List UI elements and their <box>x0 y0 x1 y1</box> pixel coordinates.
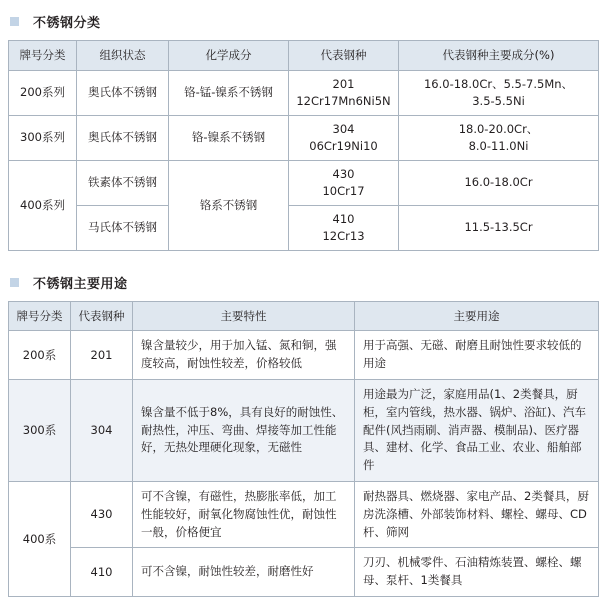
steel-code-line-2: 10Cr17 <box>322 183 365 198</box>
cell-representative-steel <box>289 70 399 115</box>
column-header-composition: 化学成分 <box>169 41 289 71</box>
steel-code-line-1: 410 <box>332 212 355 226</box>
cell-representative-steel: 304 <box>71 379 133 481</box>
cell-representative-steel: 201 <box>71 331 133 380</box>
cell-usage: 用途最为广泛，家庭用品(1、2类餐具，厨柜，室内管线，热水器、锅炉、浴缸)、汽车配件(风挡雨刷、消声器、模制品)、医疗器具、建材、化学、食品工业、农业、船舶部件 <box>355 379 599 481</box>
table-row <box>9 160 599 205</box>
components-line-1: 18.0-20.0Cr、 <box>458 122 539 136</box>
cell-representative-steel <box>289 160 399 205</box>
cell-representative-steel <box>289 205 399 250</box>
steel-code-line-2: 12Cr13 <box>322 228 365 243</box>
steel-code-line-1: 430 <box>332 167 355 181</box>
cell-representative-steel: 430 <box>71 482 133 548</box>
column-header-grade: 牌号分类 <box>9 301 71 331</box>
table-header <box>9 41 599 71</box>
cell-usage: 刀刃、机械零件、石油精炼装置、螺栓、螺母、泵杆、1类餐具 <box>355 548 599 597</box>
table-row <box>9 115 599 160</box>
cell-representative-steel <box>289 115 399 160</box>
cell-main-components: 16.0-18.0Cr <box>399 160 599 205</box>
table-row <box>9 331 599 380</box>
column-header-main-components: 代表钢种主要成分(%) <box>399 41 599 71</box>
section-title-text: 不锈钢主要用途 <box>33 276 128 292</box>
cell-structure: 铁素体不锈钢 <box>77 160 169 205</box>
cell-representative-steel: 410 <box>71 548 133 597</box>
cell-grade: 400系 <box>9 482 71 597</box>
table-header-row <box>9 41 599 71</box>
cell-grade: 400系列 <box>9 160 77 250</box>
table-row <box>9 205 599 250</box>
cell-main-components <box>399 115 599 160</box>
components-line-2: 8.0-11.0Ni <box>468 138 529 153</box>
stainless-steel-classification-table <box>8 40 599 251</box>
column-header-representative-steel: 代表钢种 <box>289 41 399 71</box>
document-page <box>0 12 606 586</box>
table-header-row <box>9 301 599 331</box>
table-body <box>9 70 599 250</box>
square-marker-icon <box>10 17 19 26</box>
square-marker-icon <box>10 278 19 287</box>
section-title-text: 不锈钢分类 <box>33 16 101 31</box>
cell-structure: 奥氏体不锈钢 <box>77 115 169 160</box>
cell-grade: 300系 <box>9 379 71 481</box>
components-line-2: 3.5-5.5Ni <box>472 93 525 108</box>
steel-code-line-1: 201 <box>332 77 355 91</box>
steel-code-line-2: 12Cr17Mn6Ni5N <box>296 93 391 108</box>
table-row <box>9 482 599 548</box>
cell-grade: 200系列 <box>9 70 77 115</box>
cell-features: 可不含镍，有磁性，热膨胀率低，加工性能较好，耐氧化物腐蚀性优，耐蚀性一般，价格便宜 <box>133 482 355 548</box>
steel-code-line-1: 304 <box>332 122 355 136</box>
cell-grade: 300系列 <box>9 115 77 160</box>
steel-code-line-2: 06Cr19Ni10 <box>309 138 378 153</box>
cell-features: 镍含量不低于8%，具有良好的耐蚀性、耐热性，冲压、弯曲、焊接等加工性能好，无热处理硬化现象，无磁性 <box>133 379 355 481</box>
column-header-usage: 主要用途 <box>355 301 599 331</box>
cell-structure: 奥氏体不锈钢 <box>77 70 169 115</box>
cell-features: 镍含量较少，用于加入锰、氮和铜，强度较高，耐蚀性较差，价格较低 <box>133 331 355 380</box>
table-header <box>9 301 599 331</box>
section-title-usage <box>10 273 598 292</box>
column-header-features: 主要特性 <box>133 301 355 331</box>
components-line-1: 16.0-18.0Cr、5.5-7.5Mn、 <box>423 77 574 91</box>
stainless-steel-usage-table <box>8 301 599 597</box>
cell-features: 可不含镍，耐蚀性较差，耐磨性好 <box>133 548 355 597</box>
cell-usage: 耐热器具、燃烧器、家电产品、2类餐具，厨房洗涤槽、外部装饰材料、螺栓、螺母、CD杆、筛网 <box>355 482 599 548</box>
cell-composition: 铬-锰-镍系不锈钢 <box>169 70 289 115</box>
table-row <box>9 70 599 115</box>
cell-grade: 200系 <box>9 331 71 380</box>
cell-structure: 马氏体不锈钢 <box>77 205 169 250</box>
table-row <box>9 548 599 597</box>
cell-main-components <box>399 70 599 115</box>
cell-main-components: 11.5-13.5Cr <box>399 205 599 250</box>
column-header-structure: 组织状态 <box>77 41 169 71</box>
cell-composition: 铬系不锈钢 <box>169 160 289 250</box>
cell-composition: 铬-镍系不锈钢 <box>169 115 289 160</box>
table-row <box>9 379 599 481</box>
cell-usage: 用于高强、无磁、耐磨且耐蚀性要求较低的用途 <box>355 331 599 380</box>
table-body <box>9 331 599 597</box>
section-title-classification <box>10 12 598 31</box>
column-header-grade: 牌号分类 <box>9 41 77 71</box>
column-header-representative-steel: 代表钢种 <box>71 301 133 331</box>
